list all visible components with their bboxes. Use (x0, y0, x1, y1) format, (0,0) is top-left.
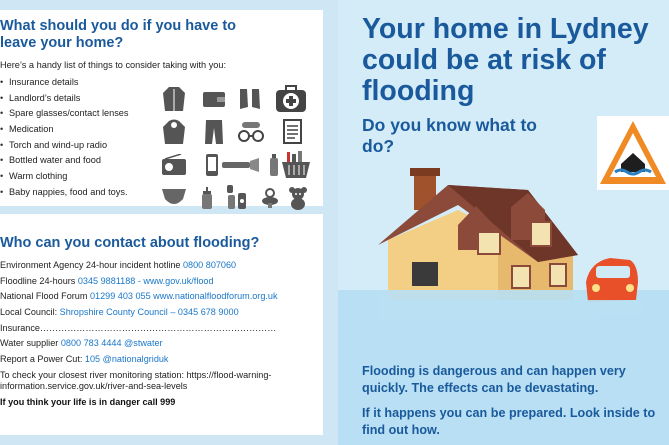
contact-value[interactable]: 0800 783 4444 @stwater (60, 338, 163, 349)
river-monitoring-text: To check your closest river monitoring station: https://flood-warning-information.service.gov.uk/river-and-sea-levels (0, 369, 272, 391)
contact-label: Report a Power Cut: (0, 354, 85, 365)
contact-label: Environment Agency 24-hour incident hotline (0, 260, 183, 270)
contact-label: Insurance…………………………………………………………………… (0, 322, 277, 333)
contact-row (0, 323, 320, 334)
first-aid-kit-icon (275, 84, 307, 114)
glasses-icon (235, 119, 267, 145)
leave-home-title: What should you do if you have to leave your home? (0, 18, 237, 51)
baby-bottle-icon (199, 185, 215, 211)
contact-value[interactable]: 01299 403 055 www.nationalfloodforum.org.uk (89, 291, 278, 302)
leave-home-panel (0, 10, 323, 206)
teddy-bear-icon (285, 185, 311, 211)
radio-icon (161, 152, 187, 178)
contact-label: Water supplier (0, 338, 61, 349)
items-list (0, 75, 129, 201)
flood-warning-sign (597, 116, 669, 190)
nappy-icon (161, 185, 187, 211)
hoodie-icon (161, 119, 187, 145)
contact-value[interactable]: 0800 807060 (183, 260, 237, 270)
contact-row (0, 354, 320, 365)
documents-icon (279, 119, 305, 145)
contact-label: National Flood Forum (0, 291, 90, 302)
contact-row (0, 260, 320, 271)
contacts-list (0, 260, 320, 412)
torch-icon (221, 152, 261, 178)
hero-heading: Your home in Lydney could be at risk of flooding (362, 13, 649, 107)
leave-home-intro: Here’s a handy list of things to consider taking with you: (0, 60, 227, 70)
contacts-panel (0, 214, 323, 435)
contact-label: Floodline 24-hours (0, 275, 78, 286)
contact-row (0, 276, 320, 287)
basket-icon (281, 150, 311, 180)
contacts-title: Who can you contact about flooding? (0, 235, 260, 251)
danger-notice: If you think your life is in danger call 999 (0, 396, 176, 407)
shoes-icon (237, 86, 263, 112)
list-item: • Bottled water and food (0, 153, 129, 169)
bottles-icon (267, 152, 281, 178)
coat-icon (161, 86, 187, 112)
contact-value[interactable]: 0345 9881188 - www.gov.uk/flood (77, 275, 214, 286)
hero-panel (338, 0, 669, 445)
wallet-icon (201, 86, 227, 112)
contact-value[interactable]: Shropshire County Council – 0345 678 9000 (59, 307, 239, 318)
list-item: • Landlord’s details (0, 91, 129, 107)
contact-row (0, 307, 320, 318)
hero-question: Do you know what to do? (362, 115, 537, 156)
prepared-message: If it happens you can be prepared. Look inside to find out how. (362, 406, 656, 437)
dummy-icon (257, 185, 283, 211)
baby-food-icon (225, 183, 249, 211)
contact-label: Local Council: (0, 307, 60, 318)
list-item: • Insurance details (0, 75, 129, 91)
contact-row (0, 291, 320, 302)
danger-message: Flooding is dangerous and can happen very quickly. The effects can be devastating. (362, 364, 626, 395)
list-item: • Medication (0, 122, 129, 138)
trousers-icon (201, 119, 227, 145)
list-item: • Baby nappies, food and toys. (0, 185, 129, 201)
contact-value[interactable]: 105 @nationalgriduk (84, 354, 169, 365)
list-item: • Spare glasses/contact lenses (0, 106, 129, 122)
contact-row (0, 338, 320, 349)
list-item: • Torch and wind-up radio (0, 138, 129, 154)
list-item: • Warm clothing (0, 169, 129, 185)
flood-warning-icon (597, 116, 669, 190)
